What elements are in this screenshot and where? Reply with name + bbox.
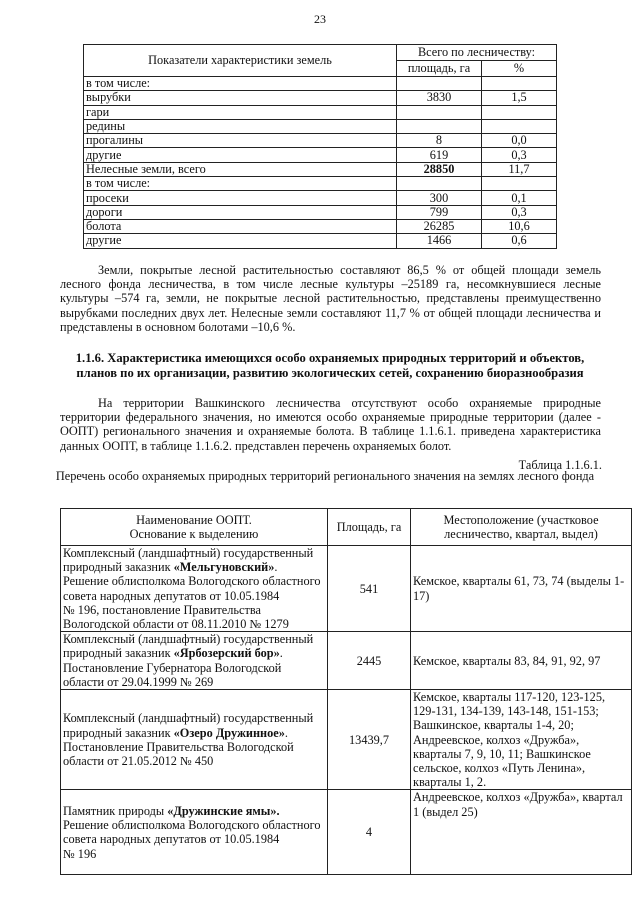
row-area xyxy=(397,77,482,91)
section-heading: 1.1.6. Характеристика имеющихся особо охраняемых природных территорий и объектов, планов по их организации, развитию экологических сетей, сохранению биоразнообразия xyxy=(75,351,585,380)
table-row xyxy=(84,205,557,219)
table-label: Таблица 1.1.6.1. xyxy=(518,458,602,472)
table-header-row xyxy=(84,45,557,61)
oopt-name-cell xyxy=(61,690,328,790)
row-percent: 10,6 xyxy=(482,219,557,233)
row-area: 8 xyxy=(397,134,482,148)
row-area xyxy=(397,119,482,133)
row-label: редины xyxy=(84,119,397,133)
table-row xyxy=(61,632,632,690)
row-area xyxy=(397,105,482,119)
row-label: дороги xyxy=(84,205,397,219)
row-percent xyxy=(482,77,557,91)
oopt-name-cell xyxy=(61,632,328,690)
table-row xyxy=(84,119,557,133)
row-label: другие xyxy=(84,234,397,248)
oopt-basis: . Постановление Губернатора Вологодской области от 29.04.1999 № 269 xyxy=(63,646,283,689)
row-area xyxy=(397,177,482,191)
row-label: болота xyxy=(84,219,397,233)
row-percent: 0,1 xyxy=(482,191,557,205)
table-row xyxy=(84,219,557,233)
oopt-prefix: Комплексный (ландшафтный) государственный природный заказник xyxy=(63,546,314,575)
oopt-prefix: Памятник природы xyxy=(63,804,168,819)
row-area: 619 xyxy=(397,148,482,162)
row-label: другие xyxy=(84,148,397,162)
row-percent: 0,3 xyxy=(482,148,557,162)
row-percent: 0,3 xyxy=(482,205,557,219)
oopt-area: 541 xyxy=(328,546,411,632)
table-row xyxy=(84,77,557,91)
land-characteristics-table xyxy=(83,44,557,249)
row-area: 26285 xyxy=(397,219,482,233)
oopt-area: 2445 xyxy=(328,632,411,690)
table-row xyxy=(84,91,557,105)
oopt-name: «Дружинские ямы». xyxy=(167,804,280,819)
row-percent: 0,0 xyxy=(482,134,557,148)
oopt-name-cell xyxy=(61,546,328,632)
table-row xyxy=(84,105,557,119)
table-row xyxy=(84,162,557,176)
row-percent xyxy=(482,105,557,119)
oopt-name: «Озеро Дружинное» xyxy=(173,725,285,740)
row-percent xyxy=(482,177,557,191)
oopt-name: «Ярбозерский бор» xyxy=(173,646,280,661)
oopt-name-cell xyxy=(61,790,328,875)
table-row xyxy=(61,690,632,790)
oopt-location: Кемское, кварталы 83, 84, 91, 92, 97 xyxy=(411,632,632,690)
oopt-area: 4 xyxy=(328,790,411,875)
header-area: площадь, га xyxy=(397,61,482,77)
row-label: просеки xyxy=(84,191,397,205)
row-percent: 1,5 xyxy=(482,91,557,105)
oopt-table xyxy=(60,508,632,875)
header-group: Всего по лесничеству: xyxy=(397,45,557,61)
row-label: в том числе: xyxy=(84,77,397,91)
oopt-location: Кемское, кварталы 117-120, 123-125, 129-131, 134-139, 143-148, 151-153; Вашкинское, кварталы 1-4, 20; Андреевское, колхоз «Дружба», кварталы 7, 9, 10, 11; Вашкинское сельское, колхоз «Путь Ленина», кварталы 1, 2. xyxy=(411,690,632,790)
oopt-location: Андреевское, колхоз «Дружба», квартал 1 (выдел 25) xyxy=(411,790,632,875)
page-number: 23 xyxy=(314,12,326,26)
table-header-row xyxy=(61,509,632,546)
table-row xyxy=(84,234,557,248)
oopt-basis: Решение облисполкома Вологодского областного совета народных депутатов от 10.05.1984 № 196 xyxy=(63,818,321,861)
row-area: 300 xyxy=(397,191,482,205)
row-label: в том числе: xyxy=(84,177,397,191)
oopt-prefix: Комплексный (ландшафтный) государственный природный заказник xyxy=(63,711,314,740)
row-percent xyxy=(482,119,557,133)
oopt-area: 13439,7 xyxy=(328,690,411,790)
paragraph-forest-cover: Земли, покрытые лесной растительностью составляют 86,5 % от общей площади земель лесного фонда лесничества, в том числе лесные культуры –25189 га, несомкнувшиеся лесные культуры –574 га, земли, не покрытые лесной растительностью, представлены преимущественно вырубками последних двух лет. Нелесные земли составляют 11,7 % от общей площади лесничества и представлены в основном болотами –10,6 %. xyxy=(60,263,601,334)
row-percent: 11,7 xyxy=(482,162,557,176)
row-label: вырубки xyxy=(84,91,397,105)
table-caption: Перечень особо охраняемых природных территорий регионального значения на землях лесного фонда xyxy=(55,469,595,483)
row-label: прогалины xyxy=(84,134,397,148)
header-percent: % xyxy=(482,61,557,77)
row-area: 3830 xyxy=(397,91,482,105)
table-row xyxy=(84,148,557,162)
header-location: Местоположение (участковое лесничество, квартал, выдел) xyxy=(411,509,632,546)
oopt-prefix: Комплексный (ландшафтный) государственный природный заказник xyxy=(63,632,314,661)
table-row xyxy=(61,546,632,632)
table-row xyxy=(84,134,557,148)
table-row xyxy=(84,177,557,191)
header-indicator: Показатели характеристики земель xyxy=(84,45,397,77)
row-area: 28850 xyxy=(397,162,482,176)
header-name: Наименование ООПТ. Основание к выделению xyxy=(61,509,328,546)
row-label: Нелесные земли, всего xyxy=(84,162,397,176)
row-area: 1466 xyxy=(397,234,482,248)
oopt-basis: . Решение облисполкома Вологодского областного совета народных депутатов от 10.05.1984 № 196, постановление Правительства Вологодской области от 08.11.2010 № 1279 xyxy=(63,560,321,632)
oopt-basis: . Постановление Правительства Вологодской области от 21.05.2012 № 450 xyxy=(63,725,294,768)
table-row xyxy=(84,191,557,205)
row-area: 799 xyxy=(397,205,482,219)
paragraph-oopt: На территории Вашкинского лесничества отсутствуют особо охраняемые природные территории федерального значения, но имеются особо охраняемые природные территории (далее - ООПТ) регионального значения и охраняемые болота. В таблице 1.1.6.1. приведена характеристика данных ООПТ, в таблице 1.1.6.2. представлен перечень охраняемых болот. xyxy=(60,396,601,453)
header-area: Площадь, га xyxy=(328,509,411,546)
oopt-name: «Мельгуновский» xyxy=(173,560,275,575)
row-percent: 0,6 xyxy=(482,234,557,248)
table-row xyxy=(61,790,632,875)
row-label: гари xyxy=(84,105,397,119)
oopt-location: Кемское, кварталы 61, 73, 74 (выделы 1-17) xyxy=(411,546,632,632)
